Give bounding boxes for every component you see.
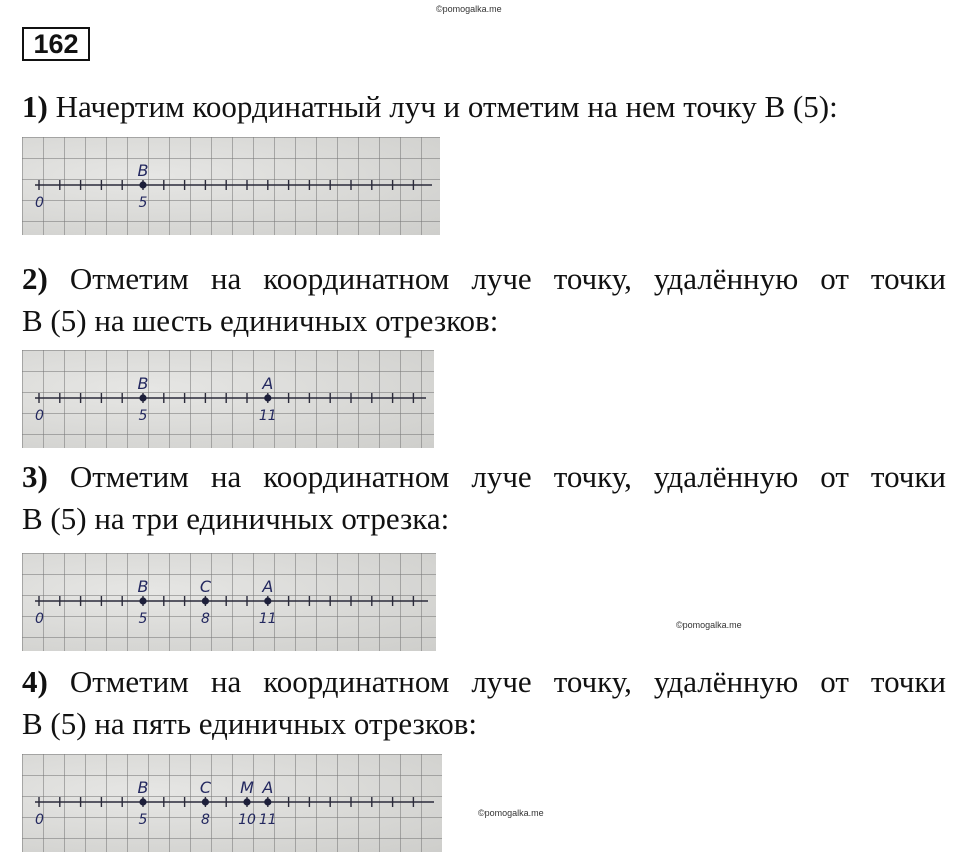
point-letter: A: [262, 778, 274, 797]
point-letter: B: [137, 577, 149, 596]
point-letter: C: [199, 577, 211, 596]
point-dot: [139, 181, 146, 188]
point-letter: B: [137, 778, 149, 797]
step-3-line-1: Отметим на координатном луче точку, удалённую от точки: [69, 459, 947, 494]
step-2-number: 2): [22, 261, 48, 296]
point-dot: [202, 798, 209, 805]
point-coordinate: 8: [200, 611, 210, 627]
step-2-line-2: В (5) на шесть единичных отрезков:: [22, 303, 499, 338]
point-coordinate: 5: [138, 408, 148, 424]
step-1-text: [22, 86, 946, 128]
point-dot: [264, 597, 271, 604]
step-4-line-2: В (5) на пять единичных отрезков:: [22, 706, 477, 741]
step-4-ray-photo: [22, 754, 442, 852]
step-3-ray-photo: [22, 553, 436, 651]
coordinate-ray: [22, 553, 436, 651]
point-letter: M: [240, 778, 254, 797]
coordinate-ray: [22, 350, 434, 448]
step-2-text: [22, 258, 946, 342]
point-dot: [139, 798, 146, 805]
point-coordinate: 11: [258, 408, 277, 424]
point-coordinate: 8: [200, 812, 210, 828]
step-1-line-1: Начертим координатный луч и отметим на нем точку В (5):: [55, 89, 838, 124]
point-dot: [264, 394, 271, 401]
point-letter: B: [137, 374, 149, 393]
watermark: ©pomogalka.me: [436, 4, 502, 14]
point-dot: [243, 798, 250, 805]
point-dot: [264, 798, 271, 805]
point-coordinate: 11: [258, 611, 277, 627]
point-coordinate: 10: [238, 812, 256, 828]
point-letter: A: [262, 374, 274, 393]
point-coordinate: 5: [138, 812, 148, 828]
point-letter: B: [137, 161, 149, 180]
task-number: 162: [22, 27, 90, 61]
point-coordinate: 11: [258, 812, 277, 828]
step-3-number: 3): [22, 459, 48, 494]
coordinate-ray: [22, 137, 440, 235]
point-coordinate: 5: [138, 611, 148, 627]
origin-label: 0: [35, 408, 44, 424]
point-letter: C: [199, 778, 211, 797]
watermark: ©pomogalka.me: [676, 620, 742, 630]
point-letter: A: [262, 577, 274, 596]
step-2-line-1: Отметим на координатном луче точку, удалённую от точки: [69, 261, 947, 296]
point-coordinate: 5: [138, 195, 148, 211]
step-4-text: [22, 661, 946, 745]
point-dot: [139, 394, 146, 401]
step-3-text: [22, 456, 946, 540]
coordinate-ray: [22, 754, 442, 852]
step-4-line-1: Отметим на координатном луче точку, удалённую от точки: [69, 664, 947, 699]
origin-label: 0: [35, 812, 44, 828]
step-4-number: 4): [22, 664, 48, 699]
point-dot: [139, 597, 146, 604]
origin-label: 0: [35, 611, 44, 627]
point-dot: [202, 597, 209, 604]
watermark: ©pomogalka.me: [478, 808, 544, 818]
step-2-ray-photo: [22, 350, 434, 448]
origin-label: 0: [35, 195, 44, 211]
step-3-line-2: В (5) на три единичных отрезка:: [22, 501, 450, 536]
step-1-number: 1): [22, 89, 48, 124]
step-1-ray-photo: [22, 137, 440, 235]
